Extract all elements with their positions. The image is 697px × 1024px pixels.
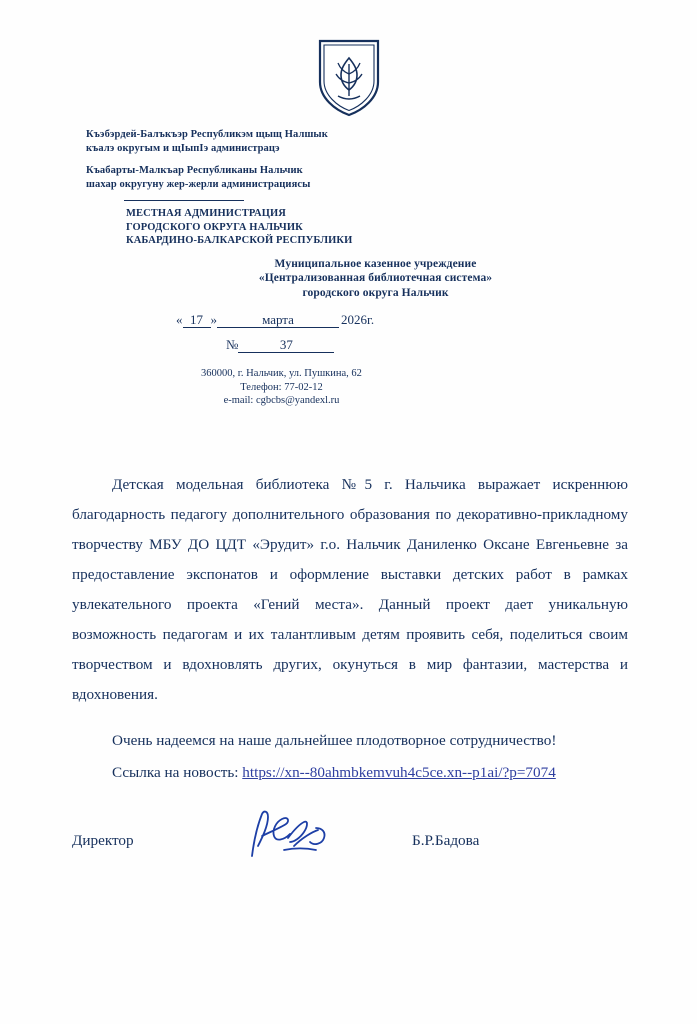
emblem-wrap — [0, 38, 697, 118]
kbd-title-line-2: къалэ округым и щIыпIэ администрацэ — [86, 142, 280, 154]
date-year: 2026г. — [341, 312, 375, 327]
handwritten-signature-icon — [232, 806, 352, 864]
coat-of-arms-icon — [316, 38, 382, 118]
organization-line-2: «Централизованная библиотечная система» — [258, 272, 493, 284]
document-date-row — [86, 312, 657, 328]
organization-line-1: Муниципальное казенное учреждение — [274, 257, 477, 270]
letter-body — [72, 470, 628, 788]
balkar-title-line-2: шахар округуну жер-жерли администрациясы — [86, 178, 311, 190]
date-month: марта — [217, 313, 339, 328]
signature-mark — [242, 820, 412, 850]
date-day: 17 — [183, 313, 211, 328]
organization-line-3: городского округа Нальчик — [302, 286, 449, 299]
document-number-label: № — [226, 337, 239, 352]
link-prefix: Ссылка на новость: — [112, 764, 243, 781]
kbd-title-line-1: Къэбэрдей-Балъкъэр Республикэм щыщ Налшык — [86, 129, 328, 140]
kbd-title-group — [86, 128, 657, 155]
date-quote-close: » — [210, 312, 217, 327]
body-paragraph-1: Детская модельная библиотека №5 г. Нальчика выражает искреннюю благодарность педагогу дополнительного образования по декоративно-прикладному творчеству МБУ ДО ЦДТ «Эрудит» г.о. Нальчик Даниленко Оксане Евгеньевне за предоставление экспонатов и оформление выставки детских работ в рамках увлекательного проекта «Гений места». Данный проект дает уникальную возможность педагогам и их талантливым детям проявить себя, поделиться своим творчеством и вдохновлять других, окунуться в мир фантазии, мастерства и вдохновения. — [72, 476, 628, 703]
administration-line-2: ГОРОДСКОГО ОКРУГА НАЛЬЧИК — [126, 221, 303, 233]
document-number-value: 37 — [238, 338, 334, 353]
document-number-row — [86, 337, 657, 353]
body-paragraph-2: Очень надеемся на наше дальнейшее плодотворное сотрудничество! — [112, 732, 557, 749]
letterhead-text — [0, 128, 697, 408]
letterhead-divider — [124, 200, 244, 201]
organization-title-group — [94, 257, 657, 301]
contact-email: e-mail: cgbcbs@yandexl.ru — [223, 395, 340, 406]
signature-name: Б.Р.Бадова — [412, 832, 480, 849]
balkar-title-group — [86, 164, 657, 191]
administration-line-1: МЕСТНАЯ АДМИНИСТРАЦИЯ — [126, 208, 286, 219]
contacts-block — [86, 367, 657, 408]
signature-title: Директор — [72, 832, 134, 849]
contact-address: 360000, г. Нальчик, ул. Пушкина, 62 — [201, 368, 362, 379]
balkar-title-line-1: Къабарты-Малкъар Республиканы Нальчик — [86, 165, 303, 176]
news-link[interactable]: https://xn--80ahmbkemvuh4c5ce.xn--p1ai/?p=7074 — [242, 764, 556, 781]
body-link-line — [72, 758, 628, 788]
letterhead — [0, 38, 697, 408]
contact-phone: Телефон: 77-02-12 — [240, 381, 323, 393]
signature-row — [72, 820, 628, 850]
administration-title-group — [126, 207, 657, 248]
date-quote-open: « — [176, 312, 183, 327]
administration-line-3: КАБАРДИНО-БАЛКАРСКОЙ РЕСПУБЛИКИ — [126, 235, 353, 246]
